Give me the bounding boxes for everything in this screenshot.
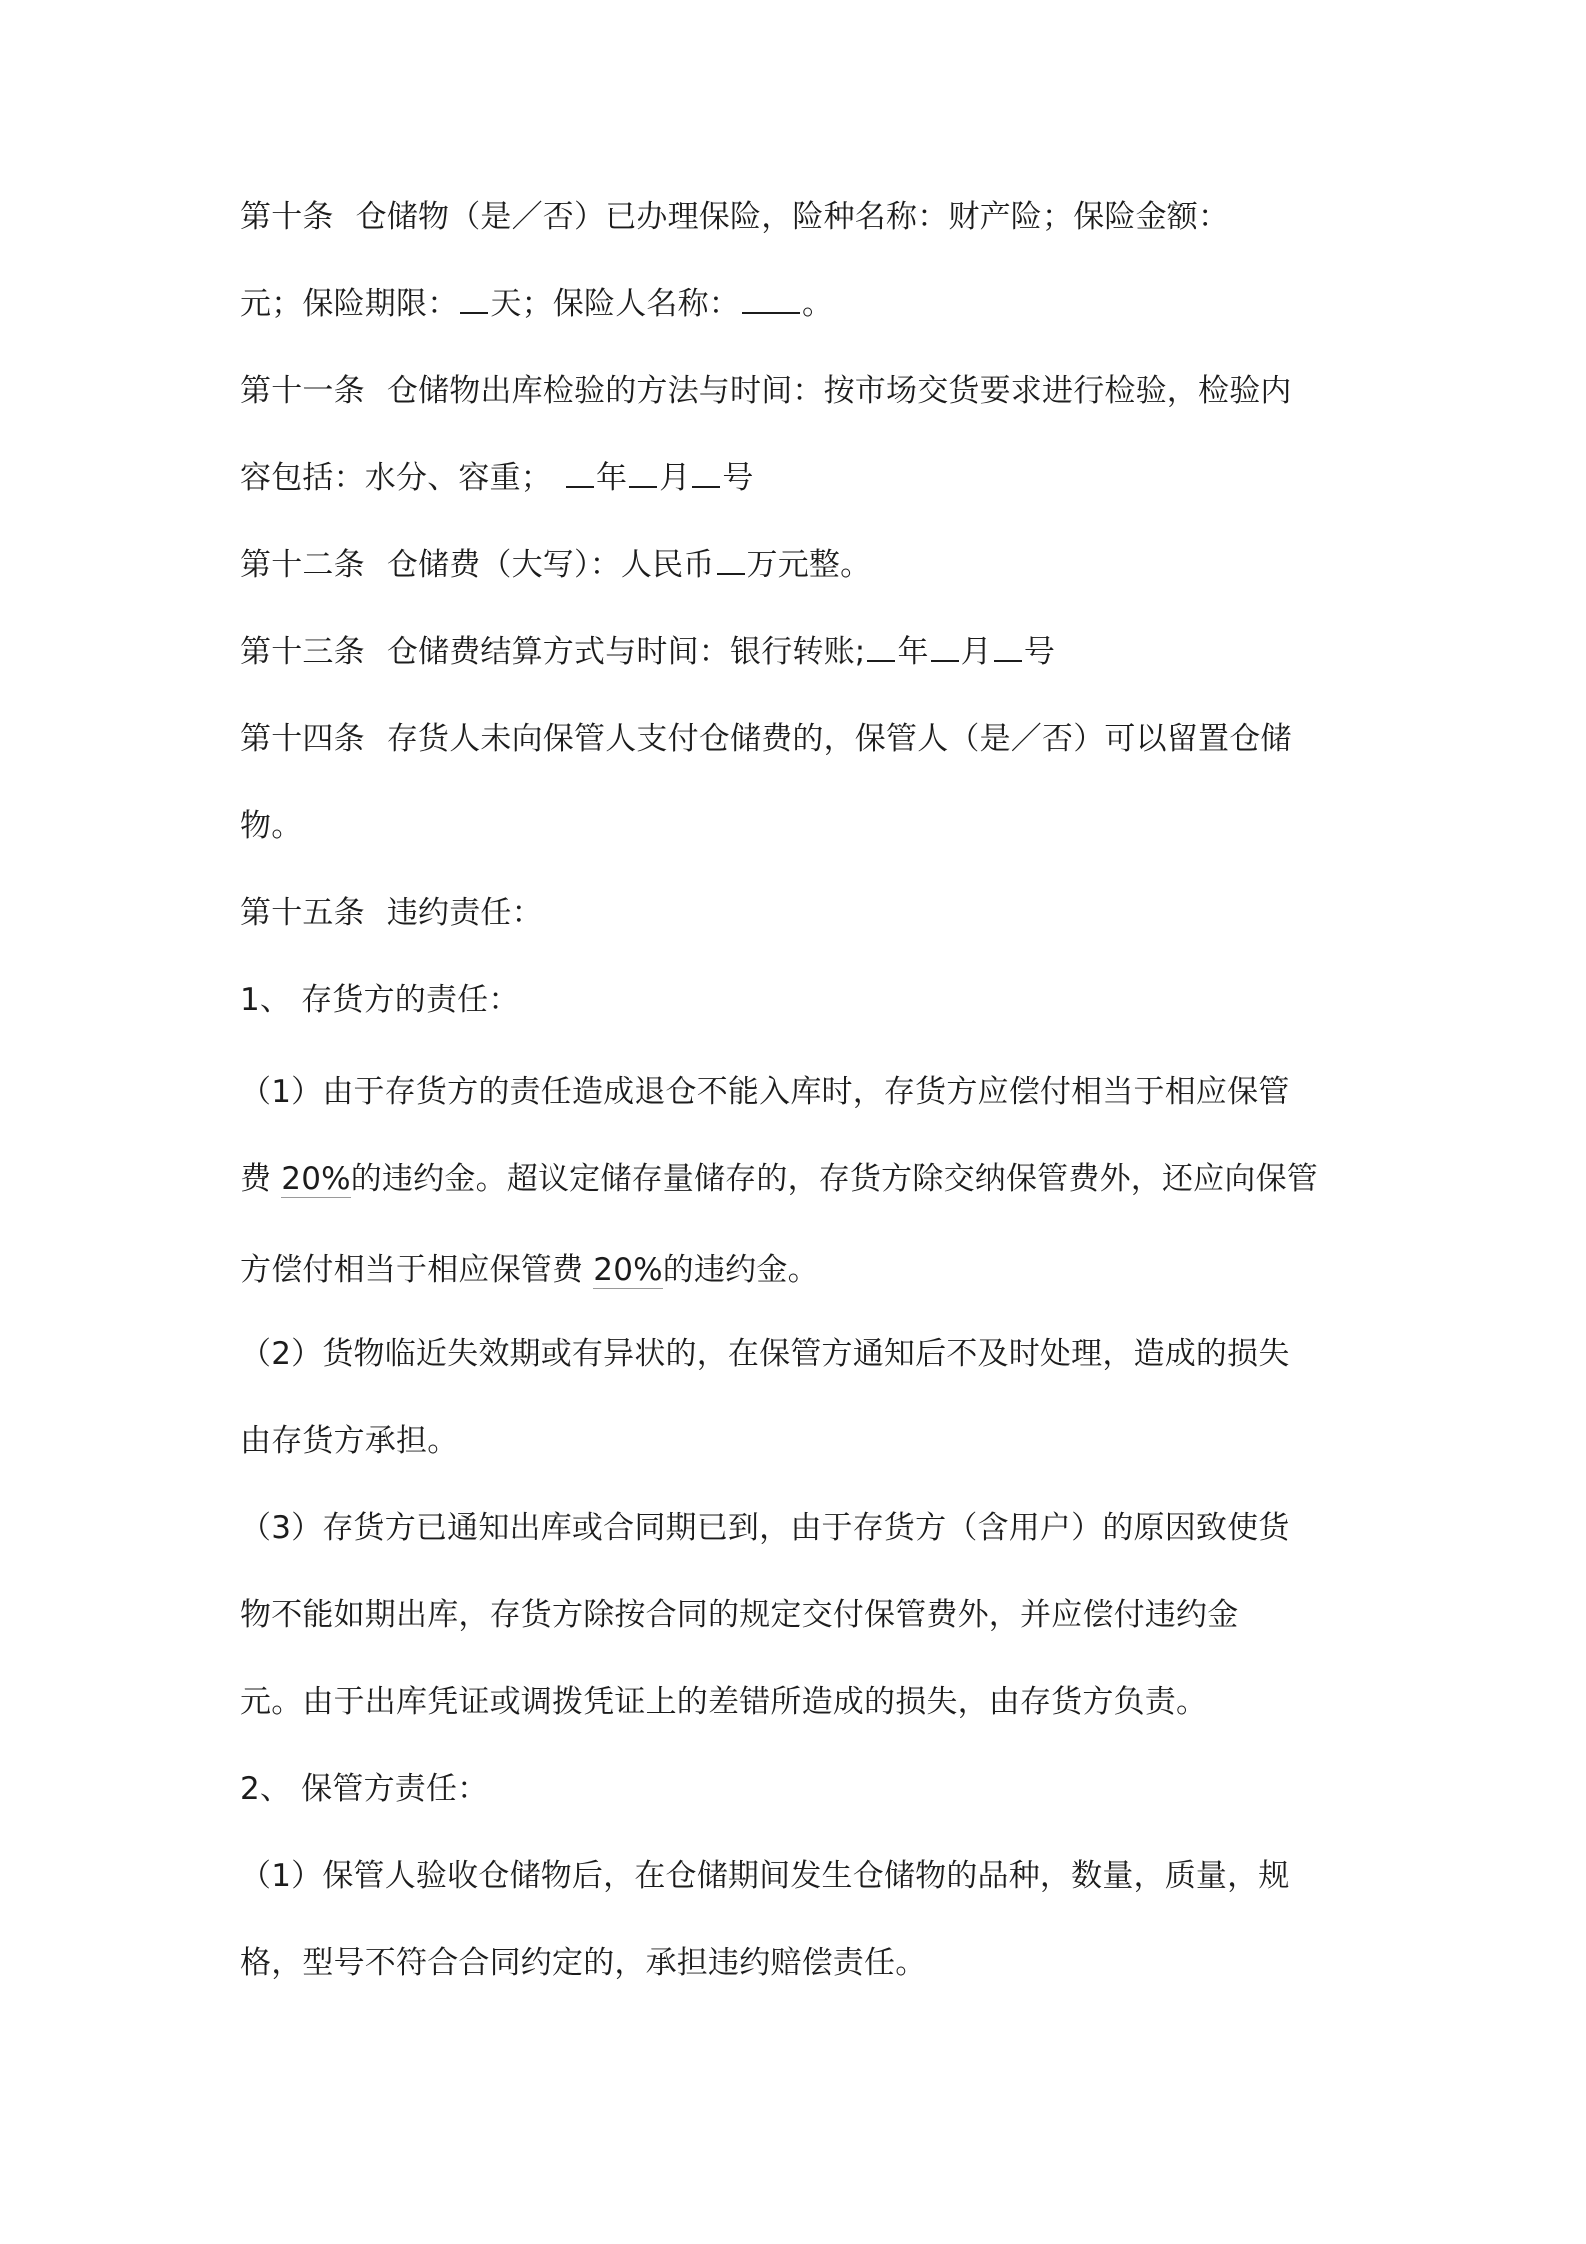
line-text: （1）保管人验收仓储物后，在仓储期间发生仓储物的品种，数量，质量，规 [240,1858,1290,1894]
line-text: 号 [722,460,754,496]
article-number: 第十二条 [240,547,365,583]
article-number: 第十一条 [240,373,365,409]
line-text: 容包括：水分、容重； [240,460,552,496]
blank-field[interactable] [867,630,895,662]
line-text: 年 [897,634,929,670]
line-item-1-3 [240,1506,1290,1550]
line-item-1-1 [240,1070,1290,1114]
line-text: 物。 [240,808,303,844]
line-text: 2、 保管方责任： [240,1771,489,1807]
article-number: 第十条 [240,199,334,235]
line-text: 由存货方承担。 [240,1423,459,1459]
line-keeper-heading [240,1767,488,1811]
line-text: 月 [960,634,992,670]
blank-field[interactable] [742,282,800,314]
blank-field[interactable] [629,456,657,488]
line-text: （3）存货方已通知出库或合同期已到，由于存货方（含用户）的原因致使货 [240,1510,1290,1546]
line-article-14 [240,717,1292,761]
line-text: 存货人未向保管人支付仓储费的，保管人（是／否）可以留置仓储 [386,721,1292,757]
line-text: 方偿付相当于相应保管费 [240,1252,594,1288]
line-article-12 [240,543,871,587]
blank-field[interactable] [994,630,1022,662]
line-inspection-content [240,456,754,500]
article-number: 第十四条 [240,721,365,757]
line-text: 仓储费结算方式与时间：银行转账; [386,634,866,670]
line-item-2-1 [240,1854,1290,1898]
line-text: 仓储物出库检验的方法与时间：按市场交货要求进行检验，检验内 [386,373,1292,409]
line-text: 元。由于出库凭证或调拨凭证上的差错所造成的损失，由存货方负责。 [240,1684,1208,1720]
percent-value: 20% [593,1252,663,1288]
article-number: 第十五条 [240,895,365,931]
line-item-1-1-cont2 [240,1248,819,1292]
line-article-15 [240,891,543,935]
line-text: 违约责任： [386,895,543,931]
line-text: 万元整。 [746,547,872,583]
line-depositor-heading [240,978,520,1022]
line-text: 1、 存货方的责任： [240,982,520,1018]
line-text: （2）货物临近失效期或有异状的，在保管方通知后不及时处理，造成的损失 [240,1336,1290,1372]
line-text: （1）由于存货方的责任造成退仓不能入库时，存货方应偿付相当于相应保管 [240,1074,1290,1110]
article-number: 第十三条 [240,634,365,670]
line-text: 。 [802,286,834,322]
line-text: 格，型号不符合合同约定的，承担违约赔偿责任。 [240,1945,927,1981]
line-article-14-cont [240,804,302,848]
line-text: 仓储费（大写）：人民币 [386,547,715,583]
line-item-1-2 [240,1332,1290,1376]
percent-value: 20% [281,1161,351,1197]
line-text: 物不能如期出库，存货方除按合同的规定交付保管费外，并应偿付违约金 [240,1597,1239,1633]
line-text: 年 [596,460,628,496]
line-item-1-1-cont [240,1157,1318,1201]
line-article-10 [240,195,1229,239]
line-item-1-3-cont2 [240,1680,1207,1724]
line-text: 的违约金。超议定储存量储存的，存货方除交纳保管费外，还应向保管 [350,1161,1318,1197]
blank-field[interactable] [717,543,745,575]
line-text: 费 [240,1161,282,1197]
line-article-13 [240,630,1055,674]
blank-field[interactable] [931,630,959,662]
line-item-1-2-cont [240,1419,458,1463]
line-text: 月 [659,460,691,496]
blank-field[interactable] [566,456,594,488]
line-insurance-term [240,282,833,326]
line-text: 的违约金。 [662,1252,819,1288]
line-text: 号 [1023,634,1056,670]
blank-field[interactable] [692,456,720,488]
line-text: 仓储物（是／否）已办理保险，险种名称：财产险；保险金额： [355,199,1230,235]
line-text: 元；保险期限： [240,286,459,322]
line-item-1-3-cont [240,1593,1238,1637]
blank-field[interactable] [460,282,488,314]
line-item-2-1-cont [240,1941,926,1985]
line-article-11 [240,369,1292,413]
line-text: 天；保险人名称： [490,286,741,322]
